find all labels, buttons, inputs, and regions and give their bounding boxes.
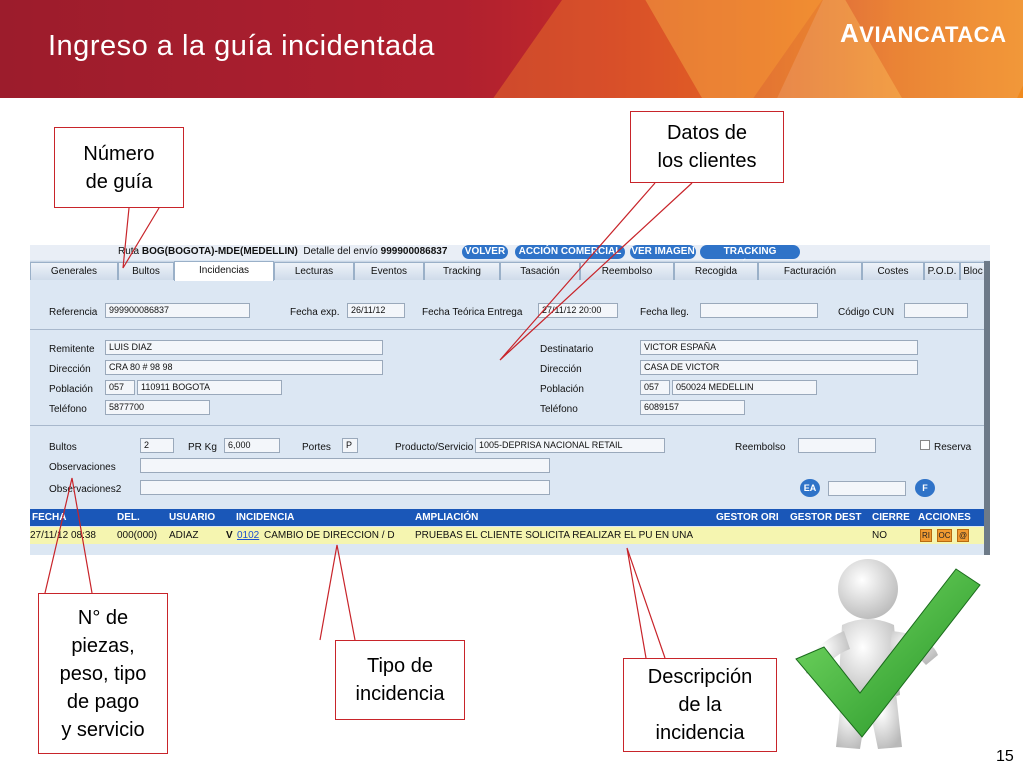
- destinatario-label: Destinatario: [540, 344, 594, 355]
- cell-incidencia: CAMBIO DE DIRECCION / D: [264, 530, 395, 541]
- fecha-lleg-label: Fecha lleg.: [640, 307, 689, 318]
- codigo-cun-label: Código CUN: [838, 307, 895, 318]
- direccion-destinatario-field[interactable]: CASA DE VICTOR: [640, 360, 918, 375]
- telefono-destinatario-field[interactable]: 6089157: [640, 400, 745, 415]
- portes-field[interactable]: P: [342, 438, 358, 453]
- page-number: 15: [996, 748, 1014, 765]
- telefono-remitente-label: Teléfono: [49, 404, 87, 415]
- callout-numero-guia: Número de guía: [54, 127, 184, 208]
- col-gestor-dest: GESTOR DEST: [790, 512, 862, 523]
- pointer-tipo-incidencia: [320, 545, 355, 640]
- poblacion-destinatario-code[interactable]: 057: [640, 380, 670, 395]
- pointer-datos-clientes: [500, 183, 692, 360]
- pointer-numero-guia: [123, 208, 159, 268]
- figure-with-checkmark-illustration: [780, 555, 985, 755]
- producto-servicio-field[interactable]: 1005-DEPRISA NACIONAL RETAIL: [475, 438, 665, 453]
- incidence-code-link[interactable]: 0102: [237, 530, 260, 541]
- ea-button[interactable]: EA: [800, 479, 820, 497]
- route-info: Ruta BOG(BOGOTA)-MDE(MEDELLIN) Detalle del envío 999900086837: [118, 246, 448, 257]
- ver-imagen-button[interactable]: VER IMAGEN: [631, 246, 695, 257]
- destinatario-field[interactable]: VICTOR ESPAÑA: [640, 340, 918, 355]
- direccion-remitente-field[interactable]: CRA 80 # 98 98: [105, 360, 383, 375]
- telefono-remitente-field[interactable]: 5877700: [105, 400, 210, 415]
- poblacion-remitente-field[interactable]: 110911 BOGOTA: [137, 380, 282, 395]
- poblacion-remitente-code[interactable]: 057: [105, 380, 135, 395]
- tab-tracking[interactable]: Tracking: [424, 262, 500, 280]
- pr-kg-label: PR Kg: [188, 442, 217, 453]
- referencia-label: Referencia: [49, 307, 98, 318]
- cell-del: 000(000): [117, 530, 158, 541]
- tab-lecturas[interactable]: Lecturas: [274, 262, 354, 280]
- poblacion-destinatario-label: Población: [540, 384, 584, 395]
- cell-flag: V: [226, 530, 233, 541]
- callout-tipo-incidencia: Tipo de incidencia: [335, 640, 465, 720]
- figure-head-icon: [838, 559, 898, 619]
- fecha-teorica-field[interactable]: 27/11/12 20:00: [538, 303, 618, 318]
- action-ri-button[interactable]: RI: [922, 531, 930, 540]
- volver-button[interactable]: VOLVER: [462, 245, 508, 259]
- direccion-destinatario-label: Dirección: [540, 364, 582, 375]
- remitente-field[interactable]: LUIS DIAZ: [105, 340, 383, 355]
- callout-datos-clientes: Datos de los clientes: [630, 111, 784, 183]
- tab-generales[interactable]: Generales: [30, 262, 118, 280]
- pr-kg-field[interactable]: 6,000: [224, 438, 280, 453]
- callout-descripcion-incidencia: Descripción de la incidencia: [623, 658, 777, 752]
- f-button[interactable]: F: [915, 479, 935, 497]
- tracking-teorico-button[interactable]: TRACKING: [700, 245, 800, 259]
- cell-cierre: NO: [872, 530, 887, 541]
- tab-eventos[interactable]: Eventos: [354, 262, 424, 280]
- tab-facturacion[interactable]: Facturación: [758, 262, 862, 280]
- remitente-label: Remitente: [49, 344, 95, 355]
- pointer-descripcion: [627, 548, 665, 658]
- col-acciones: ACCIONES: [918, 512, 971, 523]
- slide-title: Ingreso a la guía incidentada: [48, 30, 435, 62]
- telefono-destinatario-label: Teléfono: [540, 404, 578, 415]
- producto-servicio-label: Producto/Servicio: [395, 442, 474, 453]
- col-gestor-ori: GESTOR ORI: [716, 512, 779, 523]
- col-usuario: USUARIO: [169, 512, 216, 523]
- bultos-label: Bultos: [49, 442, 77, 453]
- col-incidencia: INCIDENCIA: [236, 512, 295, 523]
- accion-comercial-button[interactable]: ACCIÓN COMERCIAL: [515, 245, 625, 259]
- tab-reembolso[interactable]: Reembolso: [580, 262, 674, 280]
- referencia-field[interactable]: 999900086837: [105, 303, 250, 318]
- tab-tasacion[interactable]: Tasación: [500, 262, 580, 280]
- direccion-remitente-label: Dirección: [49, 364, 91, 375]
- action-oc-button[interactable]: OC: [938, 531, 951, 540]
- callout-piezas-peso-pago-servicio: N° de piezas, peso, tipo de pago y servicio: [38, 593, 168, 754]
- observaciones2-label: Observaciones2: [49, 484, 122, 495]
- portes-label: Portes: [302, 442, 331, 453]
- cell-fecha: 27/11/12 08:38: [30, 530, 96, 541]
- avianca-taca-logo: AVIANCATACA: [840, 18, 1007, 48]
- col-fecha: FECHA: [32, 512, 67, 523]
- tab-pod[interactable]: P.O.D.: [924, 262, 960, 280]
- reserva-label: Reserva: [934, 442, 972, 453]
- bultos-field[interactable]: 2: [140, 438, 174, 453]
- col-del: DEL.: [117, 512, 140, 523]
- col-ampliacion: AMPLIACIÓN: [415, 512, 479, 523]
- tab-incidencias[interactable]: Incidencias: [174, 261, 274, 281]
- pointer-piezas: [45, 478, 92, 593]
- tab-bloc[interactable]: Bloc: [960, 262, 986, 280]
- poblacion-remitente-label: Población: [49, 384, 93, 395]
- action-email-button[interactable]: @: [958, 531, 968, 540]
- fecha-teorica-label: Fecha Teórica Entrega: [422, 307, 523, 318]
- fecha-exp-field[interactable]: 26/11/12: [347, 303, 405, 318]
- tab-bultos[interactable]: Bultos: [118, 262, 174, 280]
- cell-usuario: ADIAZ: [169, 530, 199, 541]
- fecha-exp-label: Fecha exp.: [290, 307, 340, 318]
- reembolso-label: Reembolso: [735, 442, 786, 453]
- observaciones-label: Observaciones: [49, 462, 116, 473]
- poblacion-destinatario-field[interactable]: 050024 MEDELLIN: [672, 380, 817, 395]
- tab-recogida[interactable]: Recogida: [674, 262, 758, 280]
- cell-ampliacion: PRUEBAS EL CLIENTE SOLICITA REALIZAR EL PU EN UNA: [415, 530, 694, 541]
- col-cierre: CIERRE: [872, 512, 910, 523]
- tab-costes[interactable]: Costes: [862, 262, 924, 280]
